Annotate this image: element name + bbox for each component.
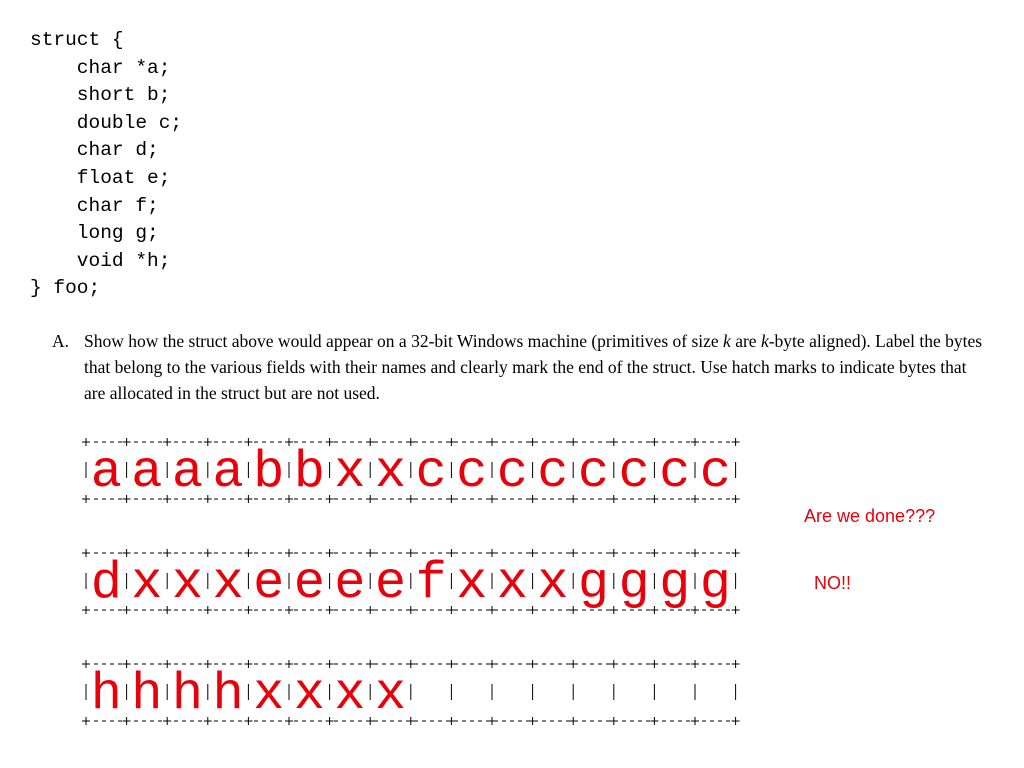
grid-plus-marker	[610, 438, 618, 446]
grid-plus-marker	[244, 495, 252, 503]
byte-label: g	[699, 554, 731, 613]
grid-plus-marker	[569, 549, 577, 557]
grid-plus-marker	[123, 717, 131, 725]
byte-label: c	[659, 443, 691, 502]
byte-label: a	[171, 443, 204, 502]
byte-label: x	[537, 554, 569, 613]
grid-plus-marker	[691, 438, 699, 446]
byte-label: x	[334, 665, 366, 724]
grid-plus-marker	[82, 660, 90, 668]
question-marker: A.	[52, 331, 70, 351]
grid-plus-marker	[610, 660, 618, 668]
byte-label: g	[618, 554, 650, 613]
grid-plus-marker	[204, 438, 212, 446]
code-line: short b;	[30, 84, 171, 107]
grid-plus-marker	[204, 549, 212, 557]
memory-row-2	[86, 541, 746, 631]
byte-label: x	[456, 554, 488, 613]
grid-plus-marker	[326, 717, 334, 725]
memory-grid	[86, 430, 746, 520]
memory-row-1	[86, 430, 746, 520]
grid-plus-marker	[366, 495, 374, 503]
grid-plus-marker	[163, 438, 171, 446]
grid-plus-marker	[691, 549, 699, 557]
grid-plus-marker	[447, 660, 455, 668]
byte-label: c	[537, 443, 569, 502]
grid-plus-marker	[244, 606, 252, 614]
code-line: } foo;	[30, 277, 101, 300]
byte-label: c	[415, 443, 447, 502]
grid-plus-marker	[285, 717, 293, 725]
grid-plus-marker	[569, 660, 577, 668]
grid-plus-marker	[366, 606, 374, 614]
grid-plus-marker	[366, 549, 374, 557]
memory-grid	[86, 652, 746, 742]
grid-plus-marker	[285, 438, 293, 446]
grid-plus-marker	[691, 717, 699, 725]
grid-plus-marker	[732, 549, 740, 557]
memory-row-3	[86, 652, 746, 742]
code-line: char d;	[30, 139, 159, 162]
byte-label: h	[212, 665, 244, 724]
code-line: float e;	[30, 166, 171, 189]
byte-label: h	[171, 665, 204, 724]
grid-plus-marker	[326, 606, 334, 614]
grid-plus-marker	[204, 606, 212, 614]
grid-plus-marker	[163, 549, 171, 557]
byte-label: x	[293, 665, 325, 724]
code-line: double c;	[30, 111, 183, 134]
grid-plus-marker	[732, 660, 740, 668]
grid-plus-marker	[82, 495, 90, 503]
grid-plus-marker	[407, 495, 415, 503]
grid-plus-marker	[650, 495, 658, 503]
grid-plus-marker	[123, 495, 131, 503]
grid-plus-marker	[650, 660, 658, 668]
grid-plus-marker	[204, 495, 212, 503]
byte-label: c	[618, 443, 650, 502]
grid-plus-marker	[407, 438, 415, 446]
question-text-part: Show how the struct above would appear on a 32-bit Windows machine (primitives of size	[84, 331, 724, 351]
code-line: char *a;	[30, 56, 171, 79]
grid-plus-marker	[447, 495, 455, 503]
no-answer-note: NO!!	[814, 573, 852, 593]
grid-plus-marker	[610, 549, 618, 557]
grid-plus-marker	[285, 549, 293, 557]
grid-plus-marker	[650, 606, 658, 614]
grid-plus-marker	[204, 660, 212, 668]
grid-plus-marker	[732, 438, 740, 446]
grid-plus-marker	[447, 606, 455, 614]
grid-plus-marker	[691, 660, 699, 668]
grid-plus-marker	[488, 606, 496, 614]
grid-plus-marker	[204, 717, 212, 725]
code-line: long g;	[30, 222, 159, 245]
grid-plus-marker	[285, 660, 293, 668]
grid-plus-marker	[285, 495, 293, 503]
question-a	[52, 328, 992, 406]
grid-plus-marker	[163, 495, 171, 503]
byte-label: x	[374, 443, 407, 502]
grid-plus-marker	[650, 717, 658, 725]
byte-label: h	[90, 665, 122, 724]
grid-plus-marker	[82, 549, 90, 557]
grid-plus-marker	[123, 438, 131, 446]
byte-label: x	[131, 554, 163, 613]
grid-plus-marker	[244, 717, 252, 725]
question-text-part: are	[730, 331, 761, 351]
grid-plus-marker	[488, 438, 496, 446]
grid-plus-marker	[529, 549, 537, 557]
byte-label: d	[90, 554, 122, 613]
byte-label: h	[131, 665, 163, 724]
grid-plus-marker	[244, 438, 252, 446]
byte-label: c	[577, 443, 610, 502]
struct-code-block	[30, 27, 182, 303]
grid-plus-marker	[569, 717, 577, 725]
grid-plus-marker	[488, 549, 496, 557]
variable-k: k	[760, 331, 769, 351]
grid-plus-marker	[488, 495, 496, 503]
grid-plus-marker	[610, 717, 618, 725]
grid-plus-marker	[244, 549, 252, 557]
grid-plus-marker	[326, 438, 334, 446]
grid-plus-marker	[407, 549, 415, 557]
grid-plus-marker	[82, 606, 90, 614]
byte-label: c	[699, 443, 731, 502]
memory-grid	[86, 541, 746, 631]
grid-plus-marker	[326, 495, 334, 503]
grid-plus-marker	[123, 606, 131, 614]
grid-plus-marker	[732, 606, 740, 614]
byte-label: x	[374, 665, 407, 724]
byte-label: x	[212, 554, 244, 613]
byte-label: b	[253, 443, 285, 502]
grid-plus-marker	[163, 717, 171, 725]
grid-plus-marker	[529, 660, 537, 668]
question-text	[84, 328, 992, 406]
grid-plus-marker	[447, 438, 455, 446]
grid-plus-marker	[529, 495, 537, 503]
grid-plus-marker	[123, 660, 131, 668]
grid-plus-marker	[407, 606, 415, 614]
grid-plus-marker	[285, 606, 293, 614]
grid-plus-marker	[529, 717, 537, 725]
grid-plus-marker	[529, 438, 537, 446]
grid-plus-marker	[326, 660, 334, 668]
grid-plus-marker	[407, 660, 415, 668]
grid-plus-marker	[447, 549, 455, 557]
byte-label: b	[293, 443, 325, 502]
grid-plus-marker	[610, 495, 618, 503]
grid-plus-marker	[366, 717, 374, 725]
byte-label: x	[496, 554, 528, 613]
grid-plus-marker	[366, 660, 374, 668]
code-line: char f;	[30, 194, 159, 217]
byte-label: c	[496, 443, 528, 502]
grid-plus-marker	[244, 660, 252, 668]
grid-plus-marker	[488, 717, 496, 725]
byte-label: c	[456, 443, 488, 502]
grid-plus-marker	[610, 606, 618, 614]
grid-plus-marker	[82, 438, 90, 446]
grid-plus-marker	[407, 717, 415, 725]
byte-label: x	[171, 554, 204, 613]
grid-plus-marker	[366, 438, 374, 446]
code-line: struct {	[30, 29, 124, 51]
question-text-part: -byte aligned). Label the bytes that belong to the various fields with their names and clearly mark the end of the struct. Use hatch marks to indicate bytes that are allocated in the struct but are not used.	[84, 331, 983, 403]
grid-plus-marker	[163, 606, 171, 614]
byte-label: a	[131, 443, 163, 502]
grid-plus-marker	[691, 495, 699, 503]
byte-label: e	[374, 554, 407, 613]
grid-plus-marker	[447, 717, 455, 725]
byte-label: e	[253, 554, 285, 613]
byte-label: g	[577, 554, 610, 613]
are-we-done-note: Are we done???	[804, 506, 936, 526]
grid-plus-marker	[569, 438, 577, 446]
grid-plus-marker	[650, 438, 658, 446]
byte-label: x	[253, 665, 285, 724]
grid-plus-marker	[732, 717, 740, 725]
grid-plus-marker	[82, 717, 90, 725]
grid-plus-marker	[326, 549, 334, 557]
byte-label: a	[90, 443, 122, 502]
byte-label: e	[293, 554, 325, 613]
grid-plus-marker	[488, 660, 496, 668]
grid-plus-marker	[163, 660, 171, 668]
grid-plus-marker	[732, 495, 740, 503]
byte-label: e	[334, 554, 366, 613]
variable-k: k	[723, 331, 731, 351]
byte-label: g	[659, 554, 691, 613]
byte-label: a	[212, 443, 244, 502]
byte-label: f	[415, 554, 447, 613]
grid-plus-marker	[691, 606, 699, 614]
grid-plus-marker	[569, 495, 577, 503]
code-line: void *h;	[30, 249, 171, 272]
grid-plus-marker	[569, 606, 577, 614]
grid-plus-marker	[529, 606, 537, 614]
grid-plus-marker	[123, 549, 131, 557]
byte-label: x	[334, 443, 366, 502]
grid-plus-marker	[650, 549, 658, 557]
